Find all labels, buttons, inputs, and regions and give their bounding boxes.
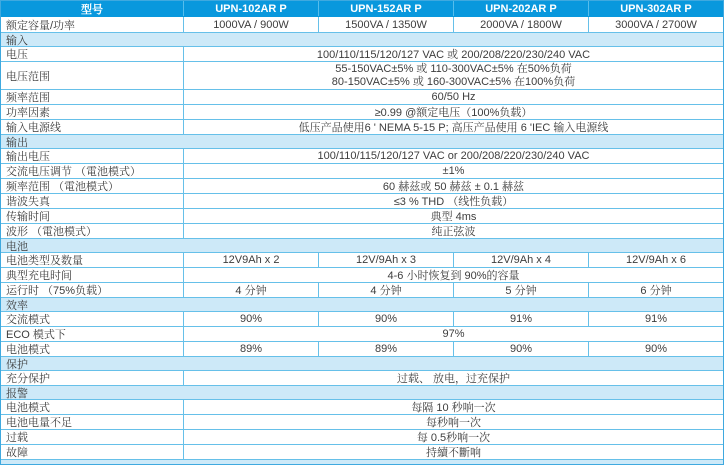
section-label: 输入 (6, 34, 28, 46)
row-value: 89% (184, 342, 319, 356)
row-value: 91% (644, 313, 668, 325)
table-row (1, 268, 723, 283)
table-row (1, 209, 723, 224)
row-value: 4-6 小时恢复到 90%的容量 (387, 270, 520, 282)
row-value: 3000VA / 2700W (615, 18, 697, 31)
row-value: 60 赫兹或 50 赫兹 ± 0.1 赫兹 (382, 181, 525, 193)
row-value: 6 分钟 (640, 285, 672, 297)
section-label: 输出 (6, 136, 28, 148)
section-header-row (1, 298, 723, 312)
row-value: 典型 4ms (430, 211, 477, 223)
row-value: ±1% (442, 165, 465, 177)
table-row (1, 149, 723, 164)
row-label: 输出电压 (1, 149, 184, 163)
section-header-row (1, 357, 723, 371)
model-name: UPN-152AR P (319, 1, 454, 16)
row-value: 90% (454, 342, 589, 356)
row-value: 2000VA / 1800W (454, 17, 589, 32)
row-value: 12V/9Ah x 4 (454, 253, 589, 267)
table-header-row (1, 1, 723, 17)
table-row (1, 47, 723, 62)
row-value: 4 分钟 (319, 283, 454, 297)
table-row (1, 120, 723, 135)
row-value: 1000VA / 900W (184, 17, 319, 32)
row-label: 交流电压调节 （電池模式） (1, 164, 184, 178)
model-name: UPN-302AR P (620, 2, 692, 15)
section-header-row (1, 135, 723, 149)
row-value: 100/110/115/120/127 VAC 或 200/208/220/230/240 VAC (316, 49, 591, 61)
row-value: 1500VA / 1350W (319, 17, 454, 32)
row-label: 频率范围 (1, 90, 184, 104)
section-label: 保护 (6, 358, 28, 370)
row-label: 电池类型及数量 (1, 253, 184, 267)
row-value: 90% (319, 312, 454, 326)
row-label: 传输时间 (1, 209, 184, 223)
row-label: 典型充电时间 (1, 268, 184, 282)
table-row (1, 445, 723, 460)
row-value: 过载、 放电，过充保护 (396, 373, 511, 385)
row-label: 电池模式 (1, 400, 184, 414)
row-label: 谐波失真 (1, 194, 184, 208)
row-label: 运行时 （75%负载） (1, 283, 184, 297)
row-value: 89% (319, 342, 454, 356)
row-label: 功率因素 (1, 105, 184, 119)
row-value: 12V9Ah x 2 (184, 253, 319, 267)
row-label: 过载 (1, 430, 184, 444)
row-value: 12V/9Ah x 6 (626, 254, 686, 266)
row-label: 波形 （電池模式） (1, 224, 184, 238)
row-value: 60/50 Hz (431, 91, 476, 103)
section-label: 效率 (6, 299, 28, 311)
row-value: ≥0.99 @额定电压（100%负载） (374, 107, 533, 119)
table-row (1, 371, 723, 386)
table-row (1, 312, 723, 327)
row-label: 电池模式 (1, 342, 184, 356)
row-label: 电压 (1, 47, 184, 61)
table-row (1, 105, 723, 120)
table-row (1, 17, 723, 33)
row-value: 5 分钟 (454, 283, 589, 297)
table-row (1, 342, 723, 357)
table-row (1, 327, 723, 342)
model-column-header: 型号 (1, 1, 184, 16)
section-label: 电池 (6, 240, 28, 252)
row-label: 额定容量/功率 (1, 17, 184, 32)
table-row (1, 400, 723, 415)
row-value: 90% (644, 343, 668, 355)
table-row (1, 194, 723, 209)
row-label: 故障 (1, 445, 184, 459)
row-value: 每 0.5秒响一次 (416, 432, 491, 444)
row-label: 充分保护 (1, 371, 184, 385)
section-header-row (1, 239, 723, 253)
row-value: 97% (442, 328, 465, 340)
table-row (1, 90, 723, 105)
section-header-row (1, 33, 723, 47)
row-label: 电池电量不足 (1, 415, 184, 429)
row-label: 交流模式 (1, 312, 184, 326)
row-value: 100/110/115/120/127 VAC or 200/208/220/230/240 VAC (317, 150, 590, 162)
table-row (1, 253, 723, 268)
table-row (1, 62, 723, 90)
row-label: 频率范围 （電池模式） (1, 179, 184, 193)
table-row (1, 224, 723, 239)
section-label: 报警 (6, 387, 28, 399)
row-value: 90% (184, 312, 319, 326)
table-row (1, 283, 723, 298)
table-row (1, 430, 723, 445)
row-value: 4 分钟 (184, 283, 319, 297)
row-label: 输入电源线 (1, 120, 184, 134)
row-value: 持續不斷响 (426, 447, 481, 459)
row-value-line: 80-150VAC±5% 或 160-300VAC±5% 在100%负荷 (331, 75, 576, 88)
row-value: 纯正弦波 (431, 226, 476, 238)
section-header-row-partial (1, 460, 723, 465)
model-name: UPN-102AR P (184, 1, 319, 16)
section-header-row (1, 386, 723, 400)
row-label: ECO 模式下 (1, 327, 184, 341)
row-value: ≤3 % THD （线性负载） (393, 196, 514, 208)
table-row (1, 164, 723, 179)
row-value: 91% (454, 312, 589, 326)
model-name: UPN-202AR P (454, 1, 589, 16)
row-value: 每隔 10 秒响一次 (411, 402, 496, 414)
row-value (184, 62, 723, 89)
row-value: 每秒响一次 (426, 417, 481, 429)
table-row (1, 179, 723, 194)
row-value: 12V/9Ah x 3 (319, 253, 454, 267)
row-label: 电压范围 (1, 62, 184, 89)
row-value: 低压产品使用6 ' NEMA 5-15 P; 高压产品使用 6 'IEC 输入电源线 (298, 122, 609, 134)
table-row (1, 415, 723, 430)
row-value-line: 55-150VAC±5% 或 110-300VAC±5% 在50%负荷 (335, 62, 572, 75)
